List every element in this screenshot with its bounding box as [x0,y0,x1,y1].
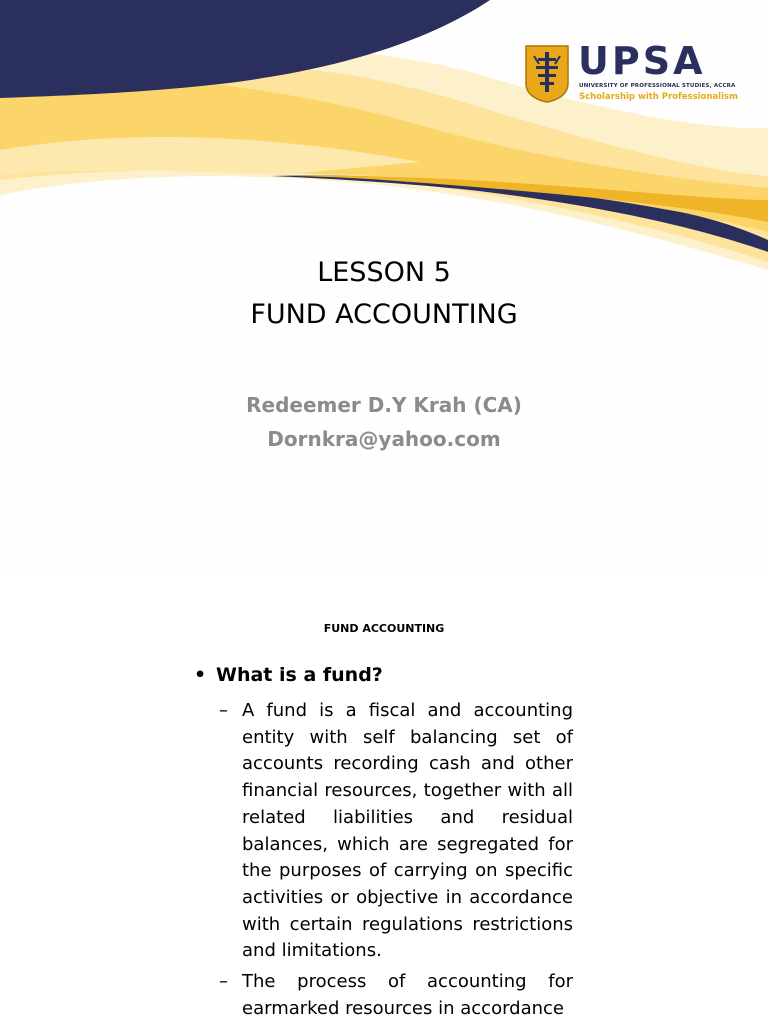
logo-brand-text: UPSA [578,39,706,83]
slide-title [0,252,768,336]
logo-university-name: UNIVERSITY OF PROFESSIONAL STUDIES, ACCRA [579,83,736,89]
slide-heading: FUND ACCOUNTING [323,622,445,635]
dash-marker: – [219,971,228,992]
title-line-2: FUND ACCOUNTING [250,299,518,330]
dash-marker: – [219,700,228,721]
upsa-crest-icon [524,44,570,104]
logo-motto: Scholarship with Professionalism [579,92,738,102]
sub-bullet-text: A fund is a fiscal and accounting entity with self balancing set of accounts recording cash and other financial resources, together with all related liabilities and residual balances, which are segregated for the purposes of carrying on specific activities or objective in accordance with certain regulations restrictions and limitations. [242,700,573,962]
bullet-item [194,664,383,686]
author-email: Dornkra@yahoo.com [267,427,501,451]
author-block [0,388,768,456]
sub-bullet-process [219,969,573,1022]
bullet-text: What is a fund? [216,664,383,686]
author-name: Redeemer D.Y Krah (CA) [246,393,522,417]
bullet-dot: • [194,664,207,686]
upsa-logo [524,39,738,106]
title-line-1: LESSON 5 [317,257,451,288]
sub-bullet-definition [219,698,573,965]
sub-bullet-text: The process of accounting for earmarked resources in accordance [242,971,573,1019]
content-slide [0,576,768,1024]
